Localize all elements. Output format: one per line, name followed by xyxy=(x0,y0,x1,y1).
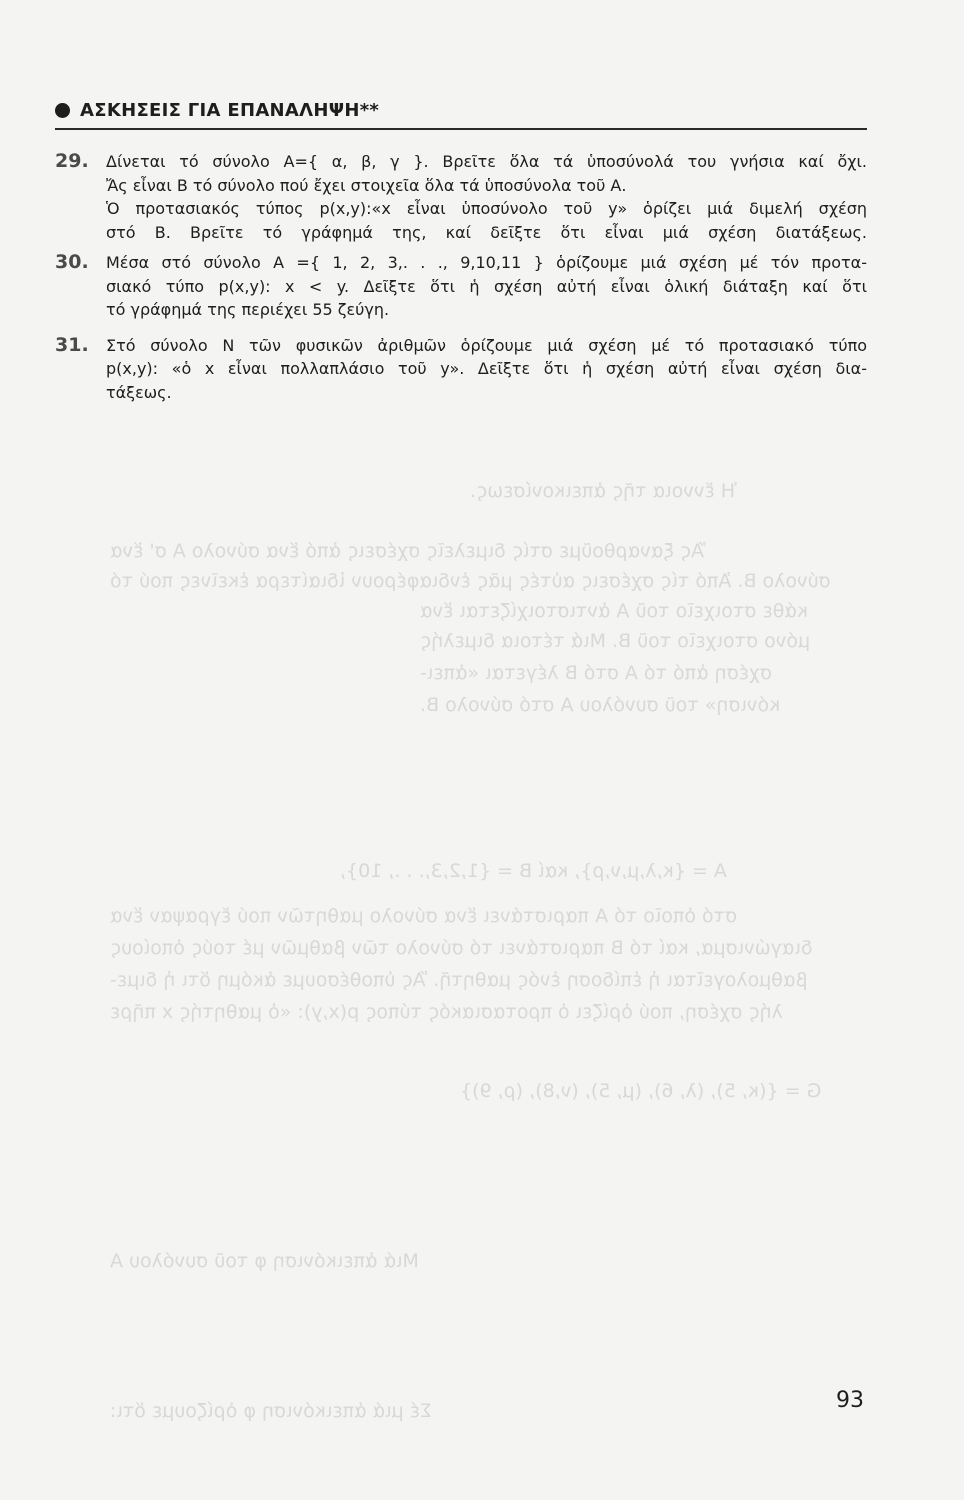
exercise-text-line: Στό σύνολο Ν τῶν φυσικῶν ἀριθμῶν ὁρίζουμε μιά σχέση μέ τό προτασιακό τύπο xyxy=(106,335,867,355)
page-content xyxy=(55,92,867,404)
exercise-text-line: σιακό τύπο p(x,y): x < y. Δεῖξτε ὅτι ἡ σχέση αὐτή εἶναι ὁλική διάταξη καί ὅτι xyxy=(106,276,867,296)
exercise-29 xyxy=(55,150,867,244)
exercise-30 xyxy=(55,251,867,322)
exercise-number: 31. xyxy=(55,333,89,356)
exercise-text-line: στό Β. Βρεῖτε τό γράφημά της, καί δεῖξτε ὅτι εἶναι μιά σχέση διατάξεως. xyxy=(106,222,867,242)
exercise-text-line: τάξεως. xyxy=(106,382,172,402)
section-header xyxy=(55,92,867,130)
exercise-text-line: τό γράφημά της περιέχει 55 ζεύγη. xyxy=(106,300,390,319)
exercise-number: 29. xyxy=(55,150,89,172)
exercise-number: 30. xyxy=(55,251,89,273)
exercise-text-line: Δίνεται τό σύνολο Α={ α, β, γ }. Βρεῖτε ὅλα τά ὑποσύνολά του γνήσια καί ὄχι. xyxy=(106,152,867,171)
section-title: ΑΣΚΗΣΕΙΣ ΓΙΑ ΕΠΑΝΑΛΗΨΗ** xyxy=(80,99,380,121)
exercise-text-line: Μέσα στό σύνολο Α ={ 1, 2, 3,. . ., 9,10,11 } ὁρίζουμε μιά σχέση μέ τόν προτα- xyxy=(106,253,867,272)
exercise-text-line: p(x,y): «ὁ x εἶναι πολλαπλάσιο τοῦ y». Δεῖξτε ὅτι ἡ σχέση αὐτή εἶναι σχέση δια- xyxy=(106,359,867,378)
bullet-icon xyxy=(55,103,70,118)
exercise-text-line: Ἄς εἶναι Β τό σύνολο πού ἔχει στοιχεῖα ὅλα τά ὑποσύνολα τοῦ Α. xyxy=(106,175,627,195)
exercise-31 xyxy=(55,334,867,405)
reverse-page-bleed-through: Ἡ ἔννοια τῆς ἀπεικονίσεως. Ἄς ξαναρθοῦμε στίς διμελεῖς σχέσεις ἀπό ἕνα σύνολο Α σ' ἕνα σύνολο Β. Ἀπό τίς σχέσεις αὐτές μᾶς ἐνδιαφέρουν ἰδιαίτερα ἐκεῖνες πού τό κάθε στοιχεῖο τοῦ Α ἀντιστοιχίζεται ἕνα μόνο στοιχεῖο τοῦ Β. Μιά τέτοια διμελής σχέση ἀπό τό Α στό Β λέγεται «ἀπει- κόνιση» τοῦ συνόλου Α στό σύνολο Β. A = {κ,λ,μ,ν,ρ}, καί B = {1,2,3,. . ., 10}, στό ὁποῖο τό Α παριστάνει ἕνα σύνολο μαθητῶν πού ἔγραψαν ἕνα διαγώνισμα, καί τό Β παριστάνει τό σύνολο τῶν βαθμῶν μέ τούς ὁποίους βαθμολογεῖται ἡ ἐπίδοση ἑνός μαθητῆ. Ἄς ὑποθέσουμε ἀκόμη ὅτι ἡ διμε- λής σχέση, πού ὁρίζει ὁ προτασιακός τύπος p(x,y): «ὁ μαθητής x πῆρε G = {(κ, 5), (λ, 6), (μ, 5), (ν,8), (ρ, 9)} Μιά ἀπεικόνιση φ τοῦ συνόλου Α Σέ μιά ἀπεικόνιση φ ὁρίζουμε ὅτι: xyxy=(110,480,831,1422)
exercise-text-line: Ὁ προτασιακός τύπος p(x,y):«x εἶναι ὑποσύνολο τοῦ y» ὁρίζει μιά διμελή σχέση xyxy=(106,199,867,218)
page-number: 93 xyxy=(836,1388,864,1413)
